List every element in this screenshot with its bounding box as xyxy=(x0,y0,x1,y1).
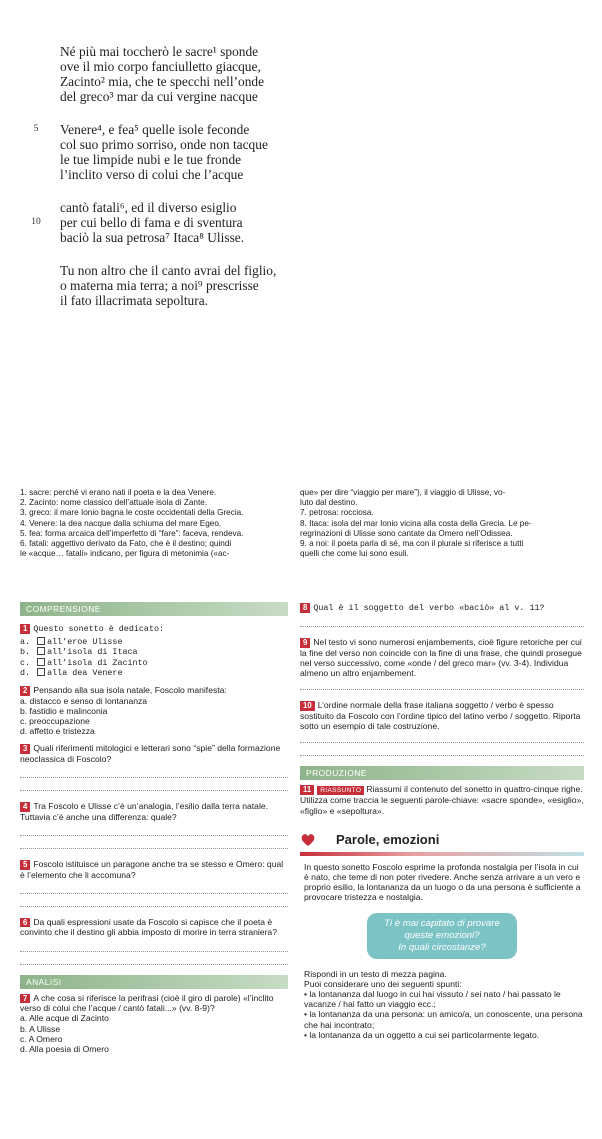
question-text: Nel testo vi sono numerosi enjambements, cioè figure retoriche per cui la fine del verso non coincide con la fine di una frase, che quindi prosegue nel verso successivo, come «onde / del greco mar» (vv. 3-4). Individua almeno un altro enjambement. xyxy=(300,637,582,679)
footnote: 5. fea: forma arcaica dell’imperfetto di “fare”: faceva, rendeva. xyxy=(20,528,244,538)
question-number: 4 xyxy=(20,802,30,812)
verse-line: 5 Venere⁴, e fea⁵ quelle isole feconde xyxy=(33,122,250,137)
footnote: 6. fatali: aggettivo derivato da Fato, che è il destino; quindi xyxy=(20,539,232,549)
question-3 xyxy=(20,743,288,791)
question-text: Tra Foscolo e Ulisse c’è un’analogia, l’esilio dalla terra natale. Tuttavia c’è anche una differenza: quale? xyxy=(20,801,269,822)
question-11 xyxy=(300,784,584,815)
question-text: Questo sonetto è dedicato: xyxy=(33,624,165,634)
option-c[interactable]: c. all’isola di Zacinto xyxy=(20,657,148,668)
question-5 xyxy=(20,859,288,907)
stanza-2 xyxy=(33,122,360,182)
exercises-right-column xyxy=(300,602,584,1040)
stanza-4 xyxy=(60,263,360,308)
answer-line[interactable] xyxy=(20,781,288,791)
footnote: 2. Zacinto: nome classico dell’attuale isola di Zante. xyxy=(20,498,208,508)
comprensione-banner: COMPRENSIONE xyxy=(20,602,288,616)
section-title: Parole, emozioni xyxy=(336,831,440,847)
footnote: que» per dire “viaggio per mare”), il viaggio di Ulisse, vo- xyxy=(300,488,506,497)
footnote: luto dal destino. xyxy=(300,498,358,508)
bullet-item: • la lontananza da una persona: un amico/a, un conoscente, una persona che hai incontrato; xyxy=(304,1009,583,1030)
bullet-item: • la lontananza da un oggetto a cui sei particolarmente legato. xyxy=(304,1029,540,1040)
question-number: 5 xyxy=(20,860,30,870)
verse-line: del greco³ mar da cui vergine nacque xyxy=(60,89,258,104)
option-a[interactable]: a. all’eroe Ulisse xyxy=(20,637,123,648)
produzione-banner: PRODUZIONE xyxy=(300,766,584,780)
footnote: 1. sacre: perché vi erano nati il poeta e la dea Venere. xyxy=(20,488,217,497)
verse-line: Né più mai toccherò le sacre¹ sponde xyxy=(60,44,259,59)
question-7 xyxy=(20,993,288,1055)
question-text: Foscolo istituisce un paragone anche tra se stesso e Omero: qual è l’elemento che li accomuna? xyxy=(20,859,284,880)
riassunto-tag: RIASSUNTO xyxy=(317,786,364,795)
checkbox[interactable] xyxy=(37,668,45,676)
option-c[interactable]: c. A Omero xyxy=(20,1033,63,1044)
question-2 xyxy=(20,685,288,736)
question-number: 9 xyxy=(300,638,310,648)
gradient-divider xyxy=(300,852,584,856)
question-1 xyxy=(20,623,288,678)
answer-line[interactable] xyxy=(20,897,288,907)
footnote: 4. Venere: la dea nacque dalla schiuma del mare Egeo. xyxy=(20,518,222,528)
footnote: 3. greco: il mare Ionio bagna le coste occidentali della Grecia. xyxy=(20,508,244,518)
footnote: 8. Itaca: isola del mar Ionio vicina alla costa della Grecia. Le pe- xyxy=(300,518,532,528)
verse-line: le tue limpide nubi e le tue fronde xyxy=(60,152,242,167)
answer-line[interactable] xyxy=(300,746,584,756)
verse-line: Tu non altro che il canto avrai del figlio, xyxy=(60,263,277,278)
analisi-banner: ANALISI xyxy=(20,975,288,989)
question-number: 6 xyxy=(20,918,30,928)
answer-line[interactable] xyxy=(20,826,288,836)
exercises-left-column xyxy=(20,602,288,1054)
question-number: 11 xyxy=(300,785,314,795)
footnotes-left xyxy=(20,488,288,559)
stanza-1 xyxy=(60,44,360,104)
footnote: le «acque… fatali» indicano, per figura di metonimia («ac- xyxy=(20,549,230,559)
verse-line: cantò fatali⁶, ed il diverso esiglio xyxy=(60,200,237,215)
footnote: 9. a noi: il poeta parla di sé, ma con il plurale si riferisce a tutti xyxy=(300,539,524,549)
option-b[interactable]: b. fastidio e malinconia xyxy=(20,705,108,716)
question-number: 3 xyxy=(20,744,30,754)
speech-bubble: Ti è mai capitato di provare queste emozioni? In quali circostanze? xyxy=(367,913,517,959)
option-a[interactable]: a. distacco e senso di lontananza xyxy=(20,695,148,706)
answer-line[interactable] xyxy=(20,942,288,952)
footnote: regrinazioni di Ulisse sono cantate da Omero nell’Odissea. xyxy=(300,528,513,538)
answer-line[interactable] xyxy=(300,617,584,627)
answer-line[interactable] xyxy=(300,733,584,743)
answer-line[interactable] xyxy=(20,884,288,894)
question-text: A che cosa si riferisce la perifrasi (cioè il giro di parole) «l’inclito verso di colui che l’acque / cantò fatali...» (vv. 8-9)? xyxy=(20,992,274,1014)
question-number: 8 xyxy=(300,603,310,613)
answer-line[interactable] xyxy=(20,768,288,778)
parole-emozioni-box xyxy=(300,832,584,1040)
question-number: 1 xyxy=(20,624,30,634)
section-body: In questo sonetto Foscolo esprime la profonda nostalgia per l’isola in cui è nato, che teme di non poter rivedere. Anche senza arrivare a un vero e proprio esilio, la lontananza da un luogo o da una persona è sufficiente a provocare tristezza e nostalgia. xyxy=(304,861,581,903)
instructions: Rispondi in un testo di mezza pagina. xyxy=(304,968,447,979)
question-text: Qual è il soggetto del verbo «baciò» al v. 11? xyxy=(313,603,545,613)
checkbox[interactable] xyxy=(37,658,45,666)
question-text: Quali riferimenti mitologici e letterari sono “spie” della formazione neoclassica di Foscolo? xyxy=(20,743,281,765)
question-6 xyxy=(20,917,288,965)
answer-line[interactable] xyxy=(300,680,584,690)
verse-line: l’inclito verso di colui che l’acque xyxy=(60,167,244,182)
option-d[interactable]: d. affetto e tristezza xyxy=(20,726,95,737)
question-text: Pensando alla sua isola natale, Foscolo manifesta: xyxy=(33,685,227,696)
verse-line: 10 per cui bello di fama e di sventura xyxy=(31,215,243,230)
instructions-2: Puoi considerare uno dei seguenti spunti: xyxy=(304,978,462,989)
verse-line: Zacinto² mia, che te specchi nell’onde xyxy=(60,74,265,89)
question-4 xyxy=(20,801,288,849)
question-number: 10 xyxy=(300,701,315,711)
question-text: L’ordine normale della frase italiana soggetto / verbo è spesso sostituito da Foscolo con l’ordine tipico del latino verbo / soggetto. Riporta sotto un esempio di tale costruzione. xyxy=(300,700,581,732)
option-a[interactable]: a. Alle acque di Zacinto xyxy=(20,1013,109,1024)
verse-line: col suo primo sorriso, onde non tacque xyxy=(60,137,268,152)
question-number: 7 xyxy=(20,994,30,1004)
question-8 xyxy=(300,602,584,627)
question-9 xyxy=(300,637,584,690)
section-header xyxy=(300,832,584,848)
option-b[interactable]: b. A Ulisse xyxy=(20,1023,61,1034)
option-d[interactable]: d. Alla poesia di Omero xyxy=(20,1044,109,1055)
verse-line: ove il mio corpo fanciulletto giacque, xyxy=(60,59,261,74)
bullet-item: • la lontananza dal luogo in cui hai vissuto / sei nato / hai passato le vacanze / hai fatto un viaggio ecc.; xyxy=(304,989,561,1010)
answer-line[interactable] xyxy=(20,839,288,849)
question-text: Da quali espressioni usate da Foscolo si capisce che il poeta è convinto che il destino gli abbia imposto di morire in terra straniera? xyxy=(20,916,277,938)
checkbox[interactable] xyxy=(37,647,45,655)
verse-line: il fato illacrimata sepoltura. xyxy=(60,293,208,308)
stanza-3 xyxy=(31,200,360,245)
option-b[interactable]: b. all’isola di Itaca xyxy=(20,647,138,658)
verse-line: o materna mia terra; a noi⁹ prescrisse xyxy=(60,278,259,293)
option-d[interactable]: d. alla dea Venere xyxy=(20,667,123,678)
verse-line: baciò la sua petrosa⁷ Itaca⁸ Ulisse. xyxy=(60,230,245,245)
question-10 xyxy=(300,700,584,756)
heart-icon xyxy=(300,832,316,848)
answer-line[interactable] xyxy=(20,955,288,965)
poem xyxy=(31,44,360,326)
checkbox[interactable] xyxy=(37,637,45,645)
footnotes-right xyxy=(300,488,584,559)
question-number: 2 xyxy=(20,686,30,696)
question-text: Riassumi il contenuto del sonetto in quattro-cinque righe. Utilizza come traccia le seguenti parole-chiave: «sacre sponde», «esiglio», «figlio» e «sepoltura». xyxy=(300,784,584,816)
footnote: quelli che come lui sono esuli. xyxy=(300,549,409,559)
footnote: 7. petrosa: rocciosa. xyxy=(300,508,374,518)
option-c[interactable]: c. preoccupazione xyxy=(20,716,90,727)
